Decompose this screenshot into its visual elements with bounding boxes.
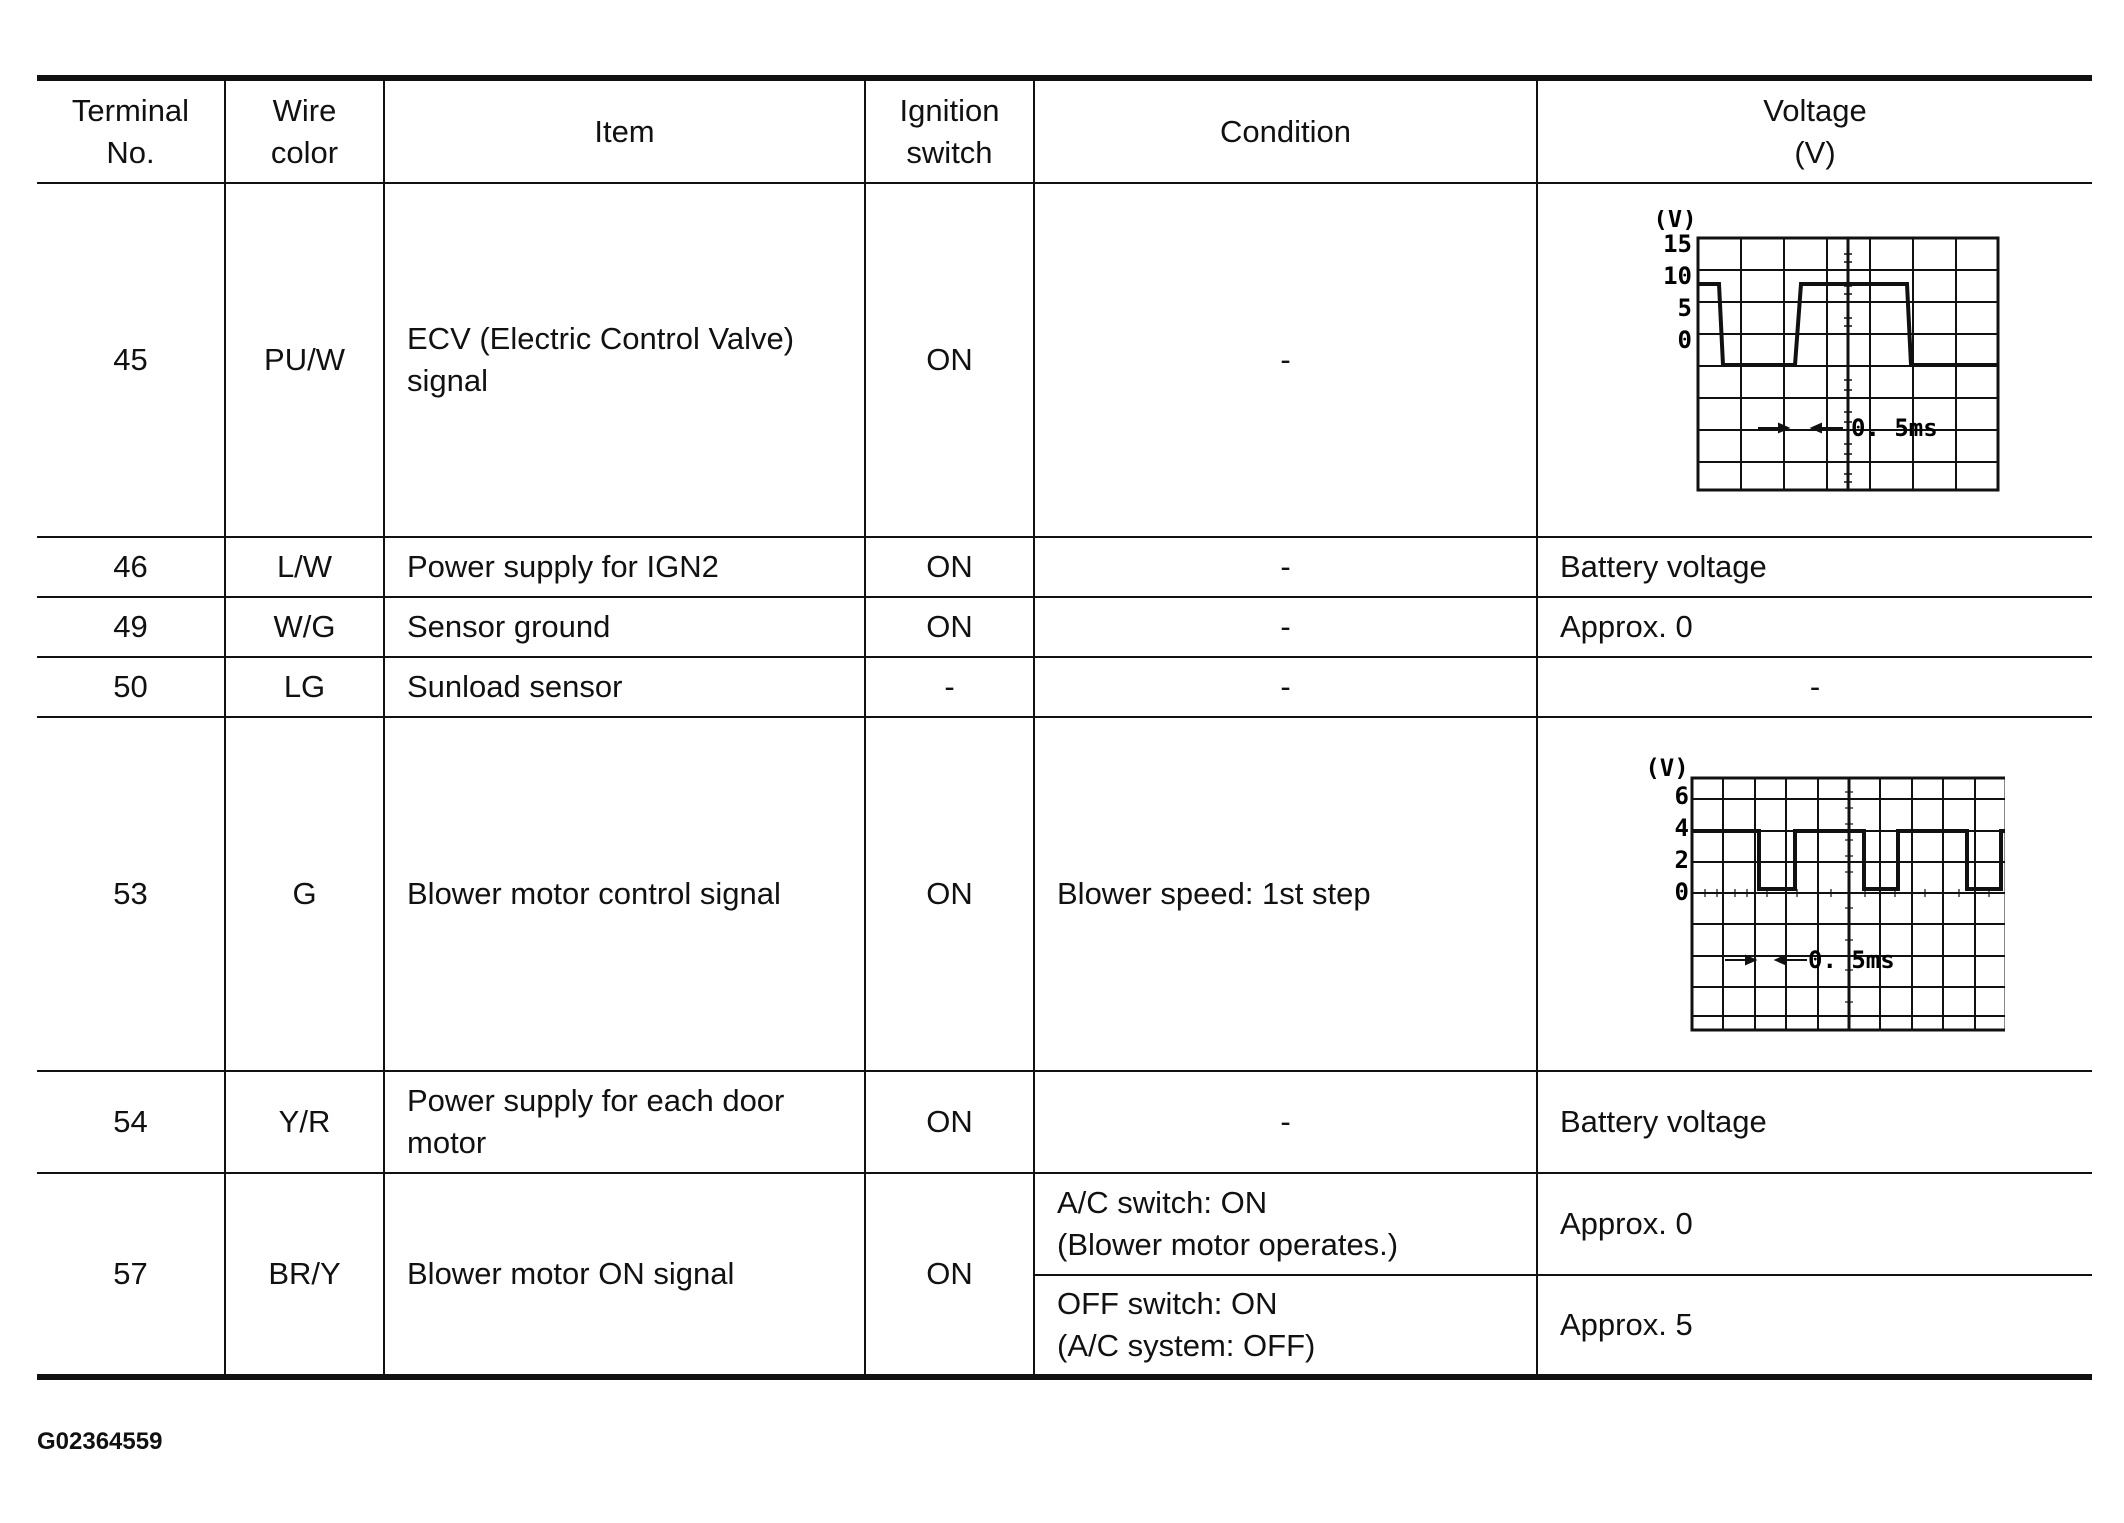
cell-voltage: Battery voltage bbox=[1537, 1071, 2092, 1173]
blower-waveform-diagram bbox=[1625, 744, 2005, 1045]
waveform-y-tick: 15 bbox=[1663, 229, 1692, 258]
cell-ignition: ON bbox=[865, 717, 1034, 1071]
cell-voltage: - bbox=[1537, 657, 2092, 717]
header-wire-color: Wire color bbox=[225, 78, 384, 183]
cell-condition: - bbox=[1034, 183, 1537, 537]
cell-item: Blower motor control signal bbox=[384, 717, 865, 1071]
table-row bbox=[37, 1071, 2092, 1173]
cell-wire-color: LG bbox=[225, 657, 384, 717]
cell-wire-color: W/G bbox=[225, 597, 384, 657]
cell-condition: - bbox=[1034, 597, 1537, 657]
header-item: Item bbox=[384, 78, 865, 183]
cell-condition: Blower speed: 1st step bbox=[1034, 717, 1537, 1071]
cell-voltage: Battery voltage bbox=[1537, 537, 2092, 597]
waveform-y-tick: 6 bbox=[1674, 781, 1689, 810]
cell-item: Blower motor ON signal bbox=[384, 1173, 865, 1377]
ecv-waveform-diagram bbox=[1625, 210, 2005, 511]
waveform-y-tick: 10 bbox=[1663, 261, 1692, 290]
cell-item: Sunload sensor bbox=[384, 657, 865, 717]
table-row bbox=[37, 597, 2092, 657]
cell-voltage: Approx. 0 bbox=[1537, 597, 2092, 657]
cell-terminal: 46 bbox=[37, 537, 225, 597]
terminal-spec-table bbox=[37, 75, 2092, 1380]
cell-condition: - bbox=[1034, 657, 1537, 717]
figure-code: G02364559 bbox=[37, 1428, 163, 1455]
cell-terminal: 57 bbox=[37, 1173, 225, 1377]
header-row bbox=[37, 78, 2092, 183]
cell-ignition: ON bbox=[865, 183, 1034, 537]
table-row bbox=[37, 657, 2092, 717]
waveform-time-label: 0. 5ms bbox=[1851, 413, 1938, 442]
waveform-y-tick: 0 bbox=[1674, 877, 1689, 906]
header-terminal-no: Terminal No. bbox=[37, 78, 225, 183]
cell-wire-color: G bbox=[225, 717, 384, 1071]
cell-wire-color: L/W bbox=[225, 537, 384, 597]
cell-terminal: 49 bbox=[37, 597, 225, 657]
cell-terminal: 50 bbox=[37, 657, 225, 717]
cell-item: Sensor ground bbox=[384, 597, 865, 657]
waveform-unit-label: (V) bbox=[1645, 753, 1689, 782]
cell-condition: - bbox=[1034, 1071, 1537, 1173]
header-voltage: Voltage (V) bbox=[1537, 78, 2092, 183]
waveform-y-tick: 4 bbox=[1674, 813, 1689, 842]
header-condition: Condition bbox=[1034, 78, 1537, 183]
header-ignition-switch: Ignition switch bbox=[865, 78, 1034, 183]
table-row bbox=[37, 1173, 2092, 1275]
cell-voltage bbox=[1537, 717, 2092, 1071]
cell-voltage: Approx. 0 bbox=[1537, 1173, 2092, 1275]
table-row bbox=[37, 183, 2092, 537]
cell-ignition: - bbox=[865, 657, 1034, 717]
cell-item: Power supply for IGN2 bbox=[384, 537, 865, 597]
table-row bbox=[37, 717, 2092, 1071]
cell-terminal: 45 bbox=[37, 183, 225, 537]
cell-terminal: 54 bbox=[37, 1071, 225, 1173]
cell-voltage: Approx. 5 bbox=[1537, 1275, 2092, 1377]
table-row bbox=[37, 537, 2092, 597]
cell-ignition: ON bbox=[865, 597, 1034, 657]
waveform-y-tick: 5 bbox=[1677, 293, 1692, 322]
waveform-time-label: 0. 5ms bbox=[1808, 945, 1895, 974]
cell-item: Power supply for each door motor bbox=[384, 1071, 865, 1173]
cell-condition: OFF switch: ON (A/C system: OFF) bbox=[1034, 1275, 1537, 1377]
cell-item: ECV (Electric Control Valve) signal bbox=[384, 183, 865, 537]
cell-ignition: ON bbox=[865, 537, 1034, 597]
cell-ignition: ON bbox=[865, 1071, 1034, 1173]
cell-ignition: ON bbox=[865, 1173, 1034, 1377]
cell-wire-color: BR/Y bbox=[225, 1173, 384, 1377]
cell-voltage bbox=[1537, 183, 2092, 537]
cell-condition: A/C switch: ON (Blower motor operates.) bbox=[1034, 1173, 1537, 1275]
waveform-unit-label: (V) bbox=[1653, 209, 1697, 233]
cell-wire-color: PU/W bbox=[225, 183, 384, 537]
cell-condition: - bbox=[1034, 537, 1537, 597]
waveform-y-tick: 2 bbox=[1674, 845, 1689, 874]
cell-terminal: 53 bbox=[37, 717, 225, 1071]
waveform-y-tick: 0 bbox=[1677, 325, 1692, 354]
cell-wire-color: Y/R bbox=[225, 1071, 384, 1173]
